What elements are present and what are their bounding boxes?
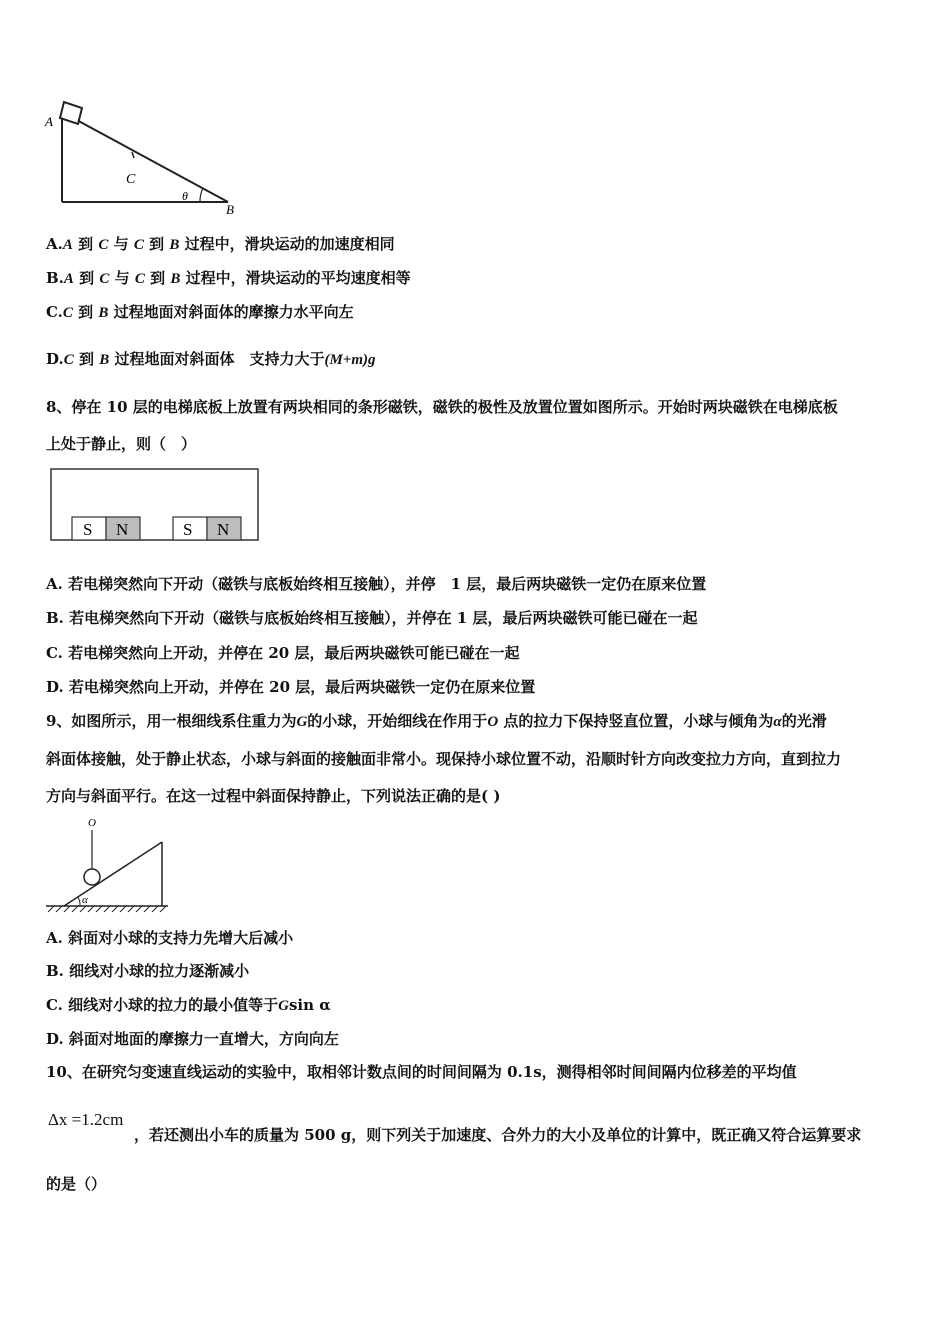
label-o: O	[88, 817, 96, 829]
magnet1-s: S	[83, 520, 93, 539]
q8-option-c: C. 若电梯突然向上开动，并停在 20 层，最后两块磁铁可能已碰在一起	[46, 644, 520, 662]
q10-stem-1: 10、在研究匀变速直线运动的实验中，取相邻计数点间的时间间隔为 0.1s，测得相邻时间间隔内位移差的平均值	[46, 1063, 797, 1081]
q7-option-c: C.C 到 B 过程地面对斜面体的摩擦力水平向左	[46, 303, 354, 321]
q9-option-a: A. 斜面对小球的支持力先增大后减小	[46, 929, 294, 947]
q8-stem-1: 8、停在 10 层的电梯底板上放置有两块相同的条形磁铁，磁铁的极性及放置位置如图所示。开始时两块磁铁在电梯底板	[46, 398, 838, 416]
q8-stem-2: 上处于静止，则（ ）	[46, 435, 197, 453]
magnet2-n: N	[217, 520, 230, 539]
label-b: B	[226, 202, 234, 217]
q9-option-c: C. 细线对小球的拉力的最小值等于Gsin α	[46, 996, 331, 1014]
q10-stem-3: 的是（）	[46, 1175, 107, 1193]
magnet2-s: S	[183, 520, 193, 539]
q7-option-d: D.C 到 B 过程地面对斜面体 支持力大于(M+m)g	[46, 350, 376, 368]
incline-figure	[40, 98, 240, 218]
q9-option-d: D. 斜面对地面的摩擦力一直增大，方向向左	[46, 1030, 339, 1048]
magnet1-n: N	[116, 520, 129, 539]
label-c: C	[126, 172, 136, 187]
q9-stem-2: 斜面体接触，处于静止状态，小球与斜面的接触面非常小。现保持小球位置不动，沿顺时针方向改变拉力方向，直到拉力	[46, 750, 842, 768]
ball-slope-figure	[42, 814, 172, 914]
label-theta: θ	[182, 189, 188, 203]
q8-option-a: A. 若电梯突然向下开动（磁铁与底板始终相互接触），并停 1 层，最后两块磁铁一定仍在原来位置	[46, 575, 707, 593]
q7-option-b: B.A 到 C 与 C 到 B 过程中，滑块运动的平均速度相等	[46, 269, 411, 287]
elevator-magnets-figure	[48, 466, 262, 544]
q10-formula: Δx =1.2cm	[48, 1110, 124, 1129]
q9-option-b: B. 细线对小球的拉力逐渐减小	[46, 962, 250, 980]
label-a: A	[45, 114, 53, 129]
q8-option-b: B. 若电梯突然向下开动（磁铁与底板始终相互接触），并停在 1 层，最后两块磁铁可能已碰在一起	[46, 609, 698, 627]
q7-option-a: A.A 到 C 与 C 到 B 过程中，滑块运动的加速度相同	[46, 235, 395, 253]
q9-stem-1: 9、如图所示，用一根细线系住重力为G的小球，开始细线在作用于O 点的拉力下保持竖直位置，小球与倾角为α的光滑	[46, 712, 827, 730]
q9-stem-3: 方向与斜面平行。在这一过程中斜面保持静止，下列说法正确的是( )	[46, 787, 501, 805]
label-alpha: α	[82, 894, 88, 906]
q10-stem-2: ，若还测出小车的质量为 500 g，则下列关于加速度、合外力的大小及单位的计算中，既正确又符合运算要求	[134, 1126, 862, 1144]
q8-option-d: D. 若电梯突然向上开动，并停在 20 层，最后两块磁铁一定仍在原来位置	[46, 678, 536, 696]
